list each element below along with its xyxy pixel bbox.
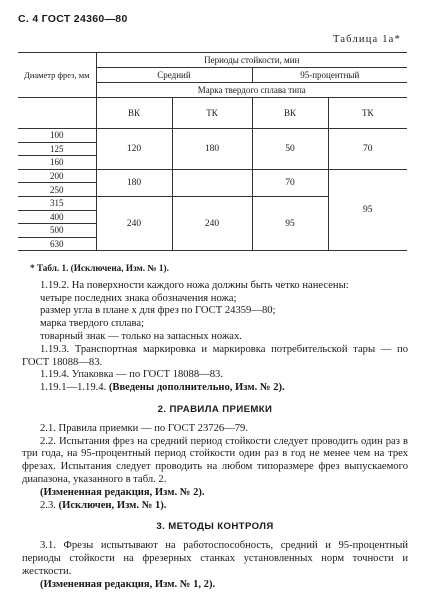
paragraph	[22, 500, 408, 513]
diameter-cell: 400	[18, 210, 96, 224]
diameter-cell: 500	[18, 224, 96, 238]
periods-header: Периоды стойкости, мин	[96, 53, 407, 68]
col-label-tk-95: ТК	[328, 98, 407, 129]
paragraph	[22, 382, 408, 395]
value-cell: 120	[96, 129, 172, 170]
page-header: С. 4 ГОСТ 24360—80	[18, 13, 128, 25]
paragraph: товарный знак — только на запасных ножах.	[40, 330, 242, 342]
diameter-cell: 250	[18, 183, 96, 197]
value-cell: 95	[328, 169, 407, 251]
diameter-header-spacer	[18, 98, 96, 129]
value-cell: 95	[252, 196, 328, 250]
table-footnote: * Табл. 1. (Исключена, Изм. № 1).	[30, 263, 169, 273]
diameter-cell: 160	[18, 156, 96, 170]
col-label-vk-95: ВК	[252, 98, 328, 129]
diameter-header: Диаметр фрез, мм	[18, 53, 96, 98]
value-cell: 180	[96, 169, 172, 196]
diameter-cell: 315	[18, 196, 96, 210]
diameter-cell: 100	[18, 129, 96, 143]
amendment-note: (Исключен, Изм. № 1).	[58, 499, 167, 511]
paragraph-plain: 1.19.1—1.19.4.	[40, 382, 109, 394]
amendment-note: (Измененная редакция, Изм. № 1, 2).	[40, 578, 216, 590]
value-cell-empty	[172, 169, 252, 196]
value-cell: 180	[172, 129, 252, 170]
value-cell: 70	[252, 169, 328, 196]
paragraph-plain: 2.3.	[40, 499, 59, 511]
paragraph: 1.19.4. Упаковка — по ГОСТ 18088—83.	[40, 369, 223, 381]
value-cell: 240	[96, 196, 172, 250]
diameter-cell: 630	[18, 237, 96, 251]
table-caption: Таблица 1а*	[332, 34, 401, 45]
col-label-vk-avg: ВК	[96, 98, 172, 129]
col-label-tk-avg: ТК	[172, 98, 252, 129]
table-container	[18, 52, 407, 251]
paragraph: марка твердого сплава;	[40, 318, 144, 330]
paragraph: 2.2. Испытания фрез на средний период стойкости следует проводить один раз в три года, на 95-процентный период стойкости один раз в год не менее чем на трех фрезах. Испытания следует проводить на любом типоразмере фрез выпускаемого диапазона, указанного в табл. 2.	[22, 435, 408, 485]
paragraph: 1.19.2. На поверхности каждого ножа должны быть четко нанесены:	[40, 279, 349, 291]
paragraph: четыре последних знака обозначения ножа;	[40, 292, 237, 304]
amendment-note: (Введены дополнительно, Изм. № 2).	[108, 382, 285, 394]
alloy-header: Марка твердого сплава типа	[96, 83, 407, 98]
paragraph: 1.19.3. Транспортная маркировка и маркировка потребительской тары — по ГОСТ 18088—83.	[22, 343, 408, 368]
value-cell: 70	[328, 129, 407, 170]
value-cell: 240	[172, 196, 252, 250]
diameter-cell: 125	[18, 142, 96, 156]
p95-period-header: 95-процентный	[252, 68, 407, 83]
amendment-note: (Измененная редакция, Изм. № 2).	[40, 486, 205, 498]
section-heading-methods: 3. МЕТОДЫ КОНТРОЛЯ	[156, 521, 274, 533]
paragraph: размер угла в плане x для фрез по ГОСТ 24359—80;	[40, 305, 276, 317]
body-text	[22, 262, 408, 591]
durability-table	[18, 52, 407, 251]
section-heading-acceptance: 2. ПРАВИЛА ПРИЕМКИ	[157, 403, 273, 415]
avg-period-header: Средний	[96, 68, 252, 83]
value-cell: 50	[252, 129, 328, 170]
paragraph: 2.1. Правила приемки — по ГОСТ 23726—79.	[40, 422, 249, 434]
paragraph: 3.1. Фрезы испытывают на работоспособность, средний и 95-процентный периоды стойкости на фрезерных станках установленных норм точности и жесткости.	[22, 540, 408, 577]
diameter-cell: 200	[18, 169, 96, 183]
